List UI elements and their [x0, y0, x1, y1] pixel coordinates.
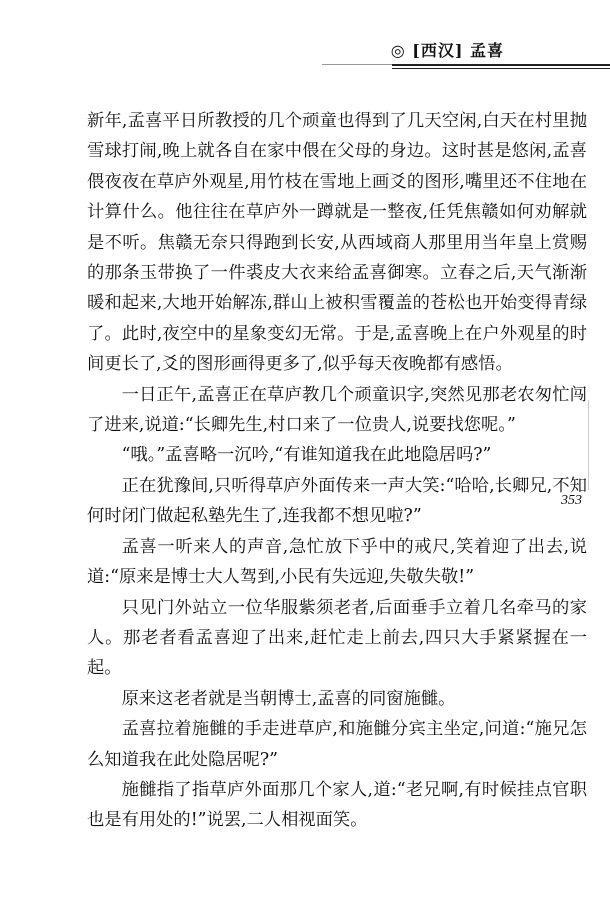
body-text — [87, 106, 587, 836]
gutter-line — [588, 400, 589, 490]
page-number: 353 — [561, 493, 582, 508]
header-mark-line — [322, 64, 392, 65]
paragraph: 原来这老者就是当朝博士,孟喜的同窗施雠。 — [121, 688, 456, 709]
running-header — [0, 38, 610, 62]
paragraph: 一日正午,孟喜正在草庐教几个顽童识字,突然见那老农匆忙闯了进来,说道:“长卿先生,村口来了一位贵人,说要找您呢。” — [87, 384, 587, 436]
paragraph: 孟喜拉着施雠的手走进草庐,和施雠分宾主坐定,问道:“施兄怎么知道我在此处隐居呢?” — [87, 719, 587, 770]
paragraph: 新年,孟喜平日所教授的几个顽童也得到了几天空闲,白天在村里抛雪球打闹,晚上就各自在家中偎在父母的身边。这时甚是悠闲,孟喜偎夜夜在草庐外观星,用竹枝在雪地上画爻的图形,嘴里还不住地在计算什么。他往往在草庐外一蹲就是一整夜,任凭焦赣如何劝解就是不听。焦赣无奈只得跑到长安,从西域商人那里用当年皇上赏赐的那条玉带换了一件裘皮大衣来给孟喜御寒。立春之后,天气渐渐暖和起来,大地开始解冻,群山上被积雪覆盖的苍松也开始变得青绿了。此时,夜空中的星象变幻无常。于是,孟喜晚上在户外观星的时间更长了,爻的图形画得更多了,似乎每天夜晚都有感悟。 — [87, 111, 587, 375]
running-title: ◎ [西汉] 孟喜 — [390, 41, 504, 60]
paragraph: 孟喜一听来人的声音,急忙放下乎中的戒尺,笑着迎了出去,说道:“原来是博士大人驾到,小民有失远迎,失敬失敬!” — [87, 536, 587, 588]
paragraph: “哦。”孟喜略一沉吟,“有谁知道我在此地隐居吗?” — [121, 445, 492, 466]
header-rule — [392, 64, 610, 69]
paragraph: 正在犹豫间,只听得草庐外面传来一声大笑:“哈哈,长卿兄,不知何时闭门做起私塾先生了,连我都不想见啦?” — [87, 475, 587, 527]
paragraph: 施雠指了指草庐外面那几个家人,道:“老兄啊,有时候挂点官职也是有用处的!”说罢,二人相视面笑。 — [87, 779, 587, 831]
paragraph: 只见门外站立一位华服紫须老者,后面垂手立着几名牵马的家人。那老者看孟喜迎了出来,赶忙走上前去,四只大手紧紧握在一起。 — [87, 597, 587, 679]
